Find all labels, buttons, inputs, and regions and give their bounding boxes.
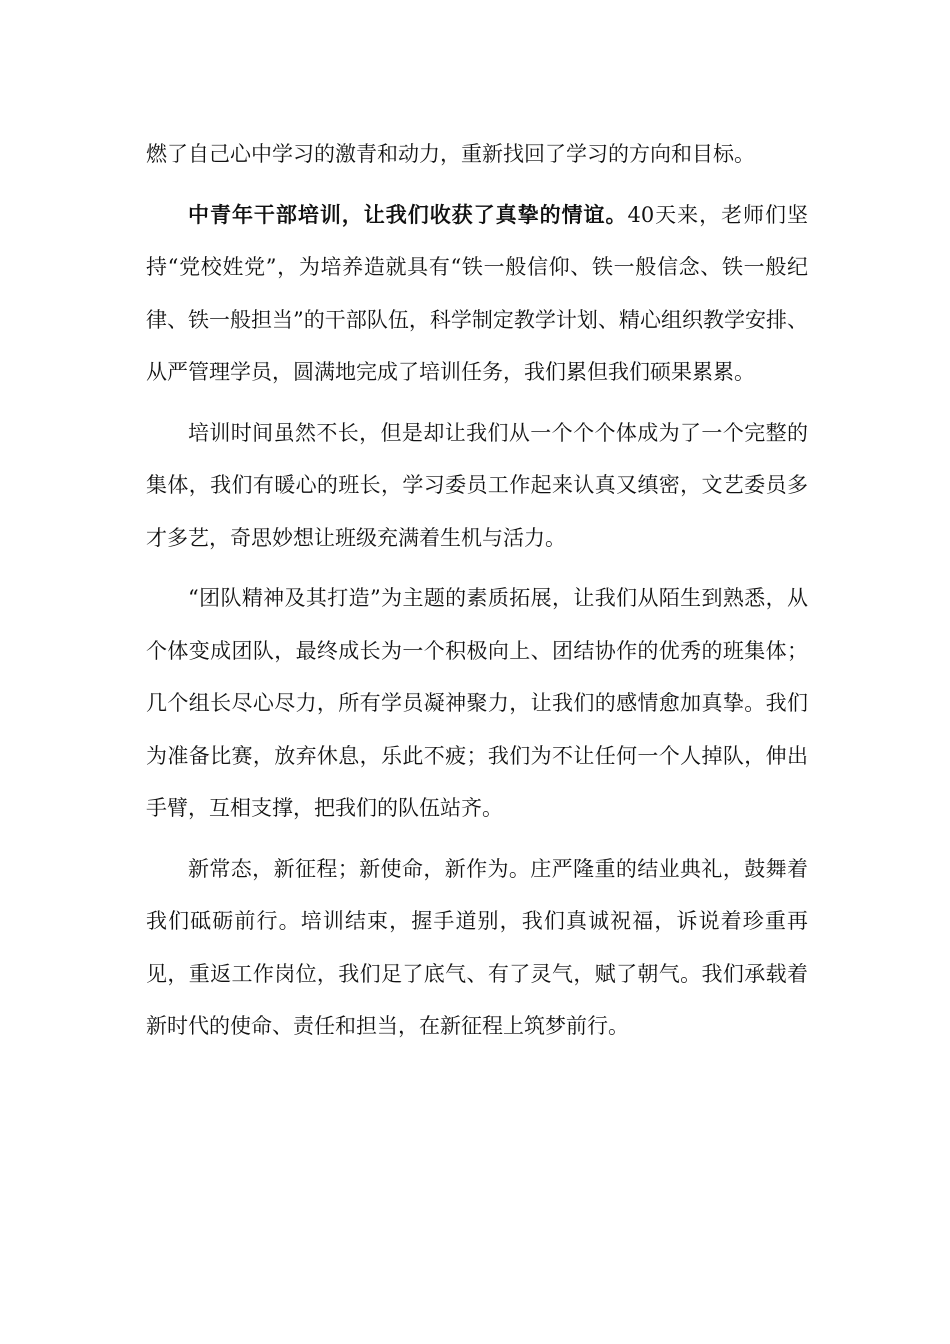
paragraph-lead-bold: 中青年干部培训，让我们收获了真挚的情谊。: [188, 201, 628, 227]
document-body: [146, 128, 808, 1061]
paragraph-text: 40天来，老师们坚持“党校姓党”，为培养造就具有“铁一般信仰、铁一般信念、铁一般纪律、铁一般担当”的干部队伍，科学制定教学计划、精心组织教学安排、从严管理学员，圆满地完成了培训任务，我们累但我们硕果累累。: [146, 202, 808, 384]
paragraph-4: [146, 572, 808, 835]
paragraph-text: 新常态，新征程；新使命，新作为。庄严隆重的结业典礼，鼓舞着我们砥砺前行。培训结束，握手道别，我们真诚祝福，诉说着珍重再见，重返工作岗位，我们足了底气、有了灵气，赋了朝气。我们承载着新时代的使命、责任和担当，在新征程上筑梦前行。: [146, 856, 808, 1038]
paragraph-5: [146, 843, 808, 1053]
paragraph-2: [146, 189, 808, 399]
paragraph-text: 培训时间虽然不长，但是却让我们从一个个个体成为了一个完整的集体，我们有暖心的班长，学习委员工作起来认真又缜密，文艺委员多才多艺，奇思妙想让班级充满着生机与活力。: [146, 420, 808, 550]
paragraph-text: 燃了自己心中学习的激青和动力，重新找回了学习的方向和目标。: [146, 142, 755, 166]
paragraph-3: [146, 407, 808, 565]
paragraph-1: [146, 128, 808, 181]
paragraph-text: “团队精神及其打造”为主题的素质拓展，让我们从陌生到熟悉，从个体变成团队，最终成长为一个积极向上、团结协作的优秀的班集体；几个组长尽心尽力，所有学员凝神聚力，让我们的感情愈加真挚。我们为准备比赛，放弃休息，乐此不疲；我们为不让任何一个人掉队，伸出手臂，互相支撑，把我们的队伍站齐。: [146, 586, 808, 820]
